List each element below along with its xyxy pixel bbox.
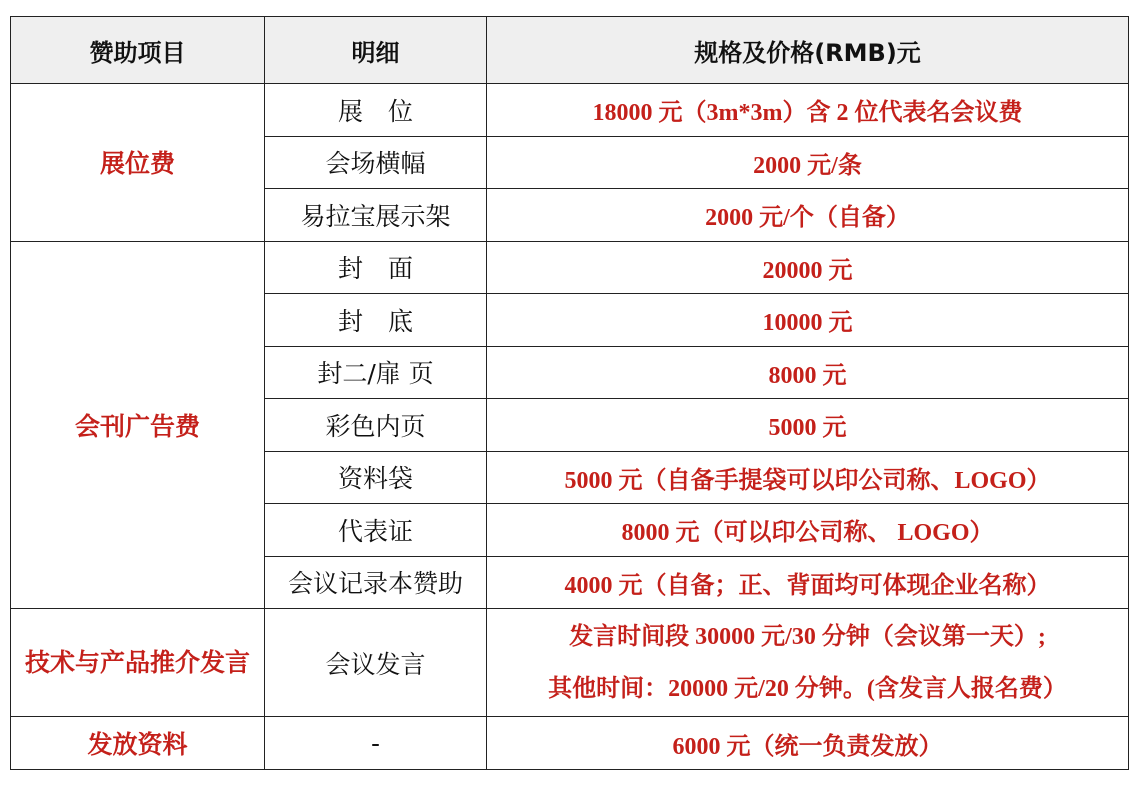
detail-cell: 会议发言 xyxy=(265,609,487,717)
group-materials-name: 发放资料 xyxy=(11,717,265,770)
detail-cell: 展 位 xyxy=(265,84,487,137)
header-price: 规格及价格(RMB)元 xyxy=(487,17,1129,84)
table-row xyxy=(11,241,1129,294)
detail-cell: 封 面 xyxy=(265,241,487,294)
detail-cell: 彩色内页 xyxy=(265,399,487,452)
price-cell: 20000 元 xyxy=(487,241,1129,294)
table-row xyxy=(11,717,1129,770)
price-cell: 2000 元/条 xyxy=(487,136,1129,189)
price-cell-multiline xyxy=(487,609,1129,717)
group-booth-name: 展位费 xyxy=(11,84,265,242)
detail-cell: 会场横幅 xyxy=(265,136,487,189)
group-talk-name: 技术与产品推介发言 xyxy=(11,609,265,717)
price-line-2: 其他时间：20000 元/20 分钟。(含发言人报名费） xyxy=(548,675,1067,702)
header-item: 赞助项目 xyxy=(11,17,265,84)
price-cell: 5000 元 xyxy=(487,399,1129,452)
detail-cell: 封 底 xyxy=(265,294,487,347)
price-cell: 18000 元（3m*3m）含 2 位代表名会议费 xyxy=(487,84,1129,137)
price-line-1: 发言时间段 30000 元/30 分钟（会议第一天）; xyxy=(569,623,1046,650)
group-ads-name: 会刊广告费 xyxy=(11,241,265,609)
header-row xyxy=(11,17,1129,84)
detail-cell: 易拉宝展示架 xyxy=(265,189,487,242)
detail-cell: 代表证 xyxy=(265,504,487,557)
price-cell: 8000 元 xyxy=(487,346,1129,399)
price-cell: 2000 元/个（自备） xyxy=(487,189,1129,242)
detail-cell: - xyxy=(265,717,487,770)
sponsorship-table xyxy=(10,16,1129,770)
table-row xyxy=(11,84,1129,137)
price-cell: 5000 元（自备手提袋可以印公司称、LOGO） xyxy=(487,451,1129,504)
table-row xyxy=(11,609,1129,717)
price-cell: 4000 元（自备；正、背面均可体现企业名称） xyxy=(487,556,1129,609)
detail-cell: 会议记录本赞助 xyxy=(265,556,487,609)
price-cell: 6000 元（统一负责发放） xyxy=(487,717,1129,770)
detail-cell: 封二/扉 页 xyxy=(265,346,487,399)
price-cell: 8000 元（可以印公司称、 LOGO） xyxy=(487,504,1129,557)
price-cell: 10000 元 xyxy=(487,294,1129,347)
header-detail: 明细 xyxy=(265,17,487,84)
detail-cell: 资料袋 xyxy=(265,451,487,504)
